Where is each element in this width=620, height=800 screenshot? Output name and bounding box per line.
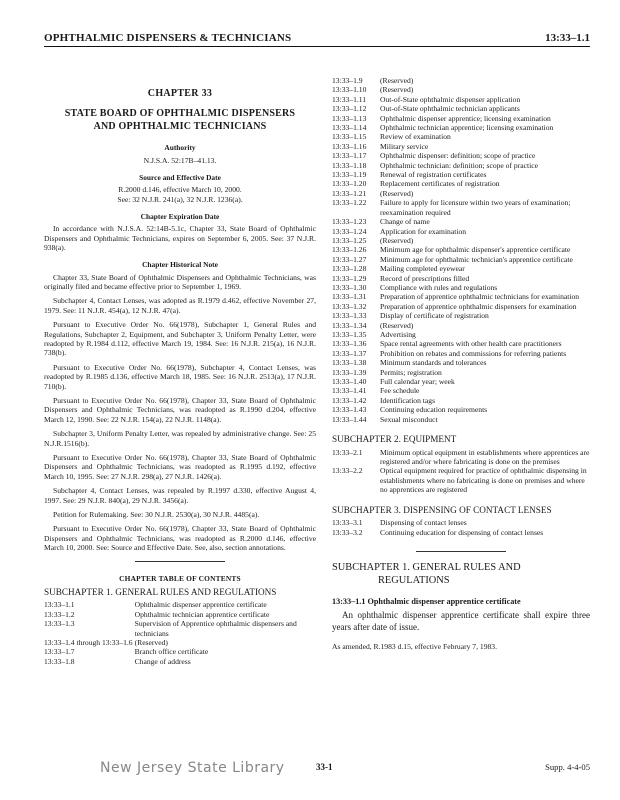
- toc-entry-number: 13:33–1.10: [332, 85, 367, 95]
- page-number: 33-1: [316, 762, 333, 772]
- toc-entry-title: Identification tags: [380, 395, 436, 405]
- toc-entry-title: Permits; registration: [380, 367, 442, 377]
- toc-entry: [44, 638, 316, 647]
- toc-entry-title: Fee schedule: [380, 386, 420, 396]
- toc-entry-title: Military service: [380, 141, 429, 151]
- toc-entry: [332, 386, 590, 395]
- toc-entry-title: Minimum standards and tolerances: [380, 358, 487, 368]
- right-column: [332, 76, 590, 651]
- toc-entry: [332, 405, 590, 414]
- toc-entry-number: 13:33–1.32: [332, 301, 367, 311]
- toc-entry: [332, 114, 590, 123]
- toc-entry: [44, 619, 316, 638]
- chapter-title-line-2: AND OPHTHALMIC TECHNICIANS: [93, 120, 267, 132]
- toc-entry-number: 13:33–1.12: [332, 104, 367, 114]
- toc-entry-title: Compliance with rules and regulations: [380, 282, 498, 292]
- toc-entry: [332, 245, 590, 254]
- authority-text: N.J.S.A. 52:17B–41.13.: [143, 155, 217, 165]
- toc-entry: [332, 104, 590, 113]
- toc-entry: [332, 151, 590, 160]
- toc-entry: [332, 368, 590, 377]
- toc-entry-number: 13:33–1.8: [44, 656, 75, 666]
- toc-entry-title: Prohibition on rebates and commissions for referring patients: [380, 348, 567, 358]
- historical-note-paragraph: Subchapter 4, Contact Lenses, was repealed by R.1997 d.330, effective August 4, 1997. See: 29 N.J.R. 840(a), 29 N.J.R. 3456(a).: [44, 486, 316, 505]
- toc-entry-title: Failure to apply for licensure within two years of examination; reexamination required: [380, 198, 571, 217]
- toc-entry: [332, 76, 590, 85]
- toc-entry-title: Advertising: [380, 329, 416, 339]
- toc-entry-number: 13:33–1.25: [332, 235, 367, 245]
- toc-entry-number: 13:33–1.39: [332, 367, 367, 377]
- toc-entry-number: 13:33–1.40: [332, 377, 367, 386]
- toc-entry-title: Minimum age for ophthalmic technician's apprentice certificate: [380, 254, 573, 264]
- toc-entry: [332, 283, 590, 292]
- toc-entry: [332, 236, 590, 245]
- historical-note-paragraph: Pursuant to Executive Order No. 66(1978), Chapter 33, State Board of Ophthalmic Dispensers and Ophthalmic Technicians, was readopted as R.1995 d.192, effective March 10, 1995. See: 27 N.J.R. 298(a), 27 N.J.R. 1426(a).: [44, 453, 316, 481]
- toc-entry-number: 13:33–3.1: [332, 518, 363, 528]
- toc-entry-number: 13:33–1.44: [332, 414, 367, 424]
- toc-entry-title: Out-of-State ophthalmic dispenser application: [380, 94, 521, 104]
- toc-entry-title: Change of address: [134, 656, 191, 666]
- toc-entry-number: 13:33–1.17: [332, 151, 367, 161]
- historical-note-paragraph: Chapter 33, State Board of Ophthalmic Dispensers and Ophthalmic Technicians, was originally filed and became effective prior to September 1, 1969.: [44, 272, 316, 291]
- toc-entry-title: (Reserved): [380, 76, 414, 85]
- toc-entry: [332, 396, 590, 405]
- left-column: [44, 76, 316, 666]
- toc-entry-number: 13:33–1.42: [332, 395, 367, 405]
- toc-entry: [332, 311, 590, 320]
- toc-title: CHAPTER TABLE OF CONTENTS: [119, 573, 241, 583]
- toc-entry-title: Minimum optical equipment in establishments where apprentices are registered and/or where fabricating is done on the premises: [380, 447, 590, 467]
- toc-entry-title: Preparation of apprentice ophthalmic technicians for examination: [380, 292, 580, 302]
- toc-entry-number: 13:33–1.34: [332, 320, 367, 330]
- toc-entry: [332, 302, 590, 311]
- toc-entry-number: 13:33–1.21: [332, 188, 367, 198]
- historical-note-paragraph: Subchapter 3, Uniform Penalty Letter, was repealed by administrative change. See: 25 N.J.R.1516(b).: [44, 429, 316, 448]
- toc-entry-number: 13:33–1.37: [332, 348, 367, 358]
- toc-entry-number: 13:33–1.43: [332, 405, 367, 415]
- chapter-number: CHAPTER 33: [147, 88, 213, 99]
- toc-entry-title: Continuing education requirements: [380, 405, 488, 415]
- toc-entry: [332, 377, 590, 386]
- historical-note-paragraph: Pursuant to Executive Order No. 66(1978), Subchapter 4, Contact Lenses, was readopted by R.1985 d.136, effective March 18, 1985. See: 16 N.J.R. 2513(a), 17 N.J.R. 710(b).: [44, 362, 316, 391]
- toc-entry: [332, 142, 590, 151]
- toc-entry-number: 13:33–1.28: [332, 264, 367, 274]
- toc-entry-number: 13:33–2.2: [332, 466, 363, 476]
- toc-entry-number: 13:33–1.33: [332, 311, 367, 321]
- page-footer: [44, 758, 590, 778]
- toc-entry-title: Mailing completed eyewear: [380, 264, 465, 274]
- toc-entry: [332, 321, 590, 330]
- toc-entry-title: (Reserved): [380, 188, 414, 198]
- toc-entry-number: 13:33–2.1: [332, 447, 363, 457]
- toc-entry: [332, 132, 590, 141]
- toc-entry-title: Ophthalmic technician: definition; scope of practice: [380, 160, 538, 170]
- subchapter-1-heading: SUBCHAPTER 1. GENERAL RULES AND REGULATIONS: [332, 562, 521, 586]
- toc-list-right: [332, 76, 590, 424]
- toc-entry: [332, 264, 590, 273]
- toc-entry-number: 13:33–1.20: [332, 179, 367, 189]
- toc-subchapter-2-title: SUBCHAPTER 2. EQUIPMENT: [332, 434, 457, 445]
- toc-entry: [332, 339, 590, 348]
- chapter-title: [44, 108, 316, 133]
- toc-entry: [332, 123, 590, 132]
- toc-entry: [332, 358, 590, 367]
- toc-entry-title: Ophthalmic dispenser: definition; scope of practice: [380, 151, 536, 161]
- toc-entry-title: Minimum age for ophthalmic dispenser's apprentice certificate: [380, 245, 571, 255]
- toc-entry: [44, 610, 316, 619]
- toc-entry-number: 13:33–1.15: [332, 132, 367, 142]
- toc-entry-title: Application for examination: [380, 226, 467, 236]
- toc-entry-title: Ophthalmic technician apprentice certificate: [134, 609, 270, 619]
- toc-list-left: [44, 600, 316, 666]
- toc-entry: [332, 170, 590, 179]
- historical-note-paragraph: Petition for Rulemaking. See: 30 N.J.R. 2530(a), 30 N.J.R. 4485(a).: [53, 510, 260, 520]
- toc-entry: [332, 189, 590, 198]
- amendment-note: As amended, R.1983 d.15, effective February 7, 1983.: [332, 641, 497, 651]
- toc-entry-number: 13:33–1.29: [332, 273, 367, 283]
- expiration-text: In accordance with N.J.S.A. 52:14B-5.1c, Chapter 33, State Board of Ophthalmic Dispensers and Ophthalmic Technicians, expires on September 6, 2005. See: 37 N.J.R. 938(a).: [44, 224, 316, 252]
- toc-list-subchapter-2: [332, 448, 590, 495]
- toc-entry-title: Ophthalmic dispenser apprentice; licensing examination: [380, 113, 551, 123]
- toc-entry-number: 13:33–1.36: [332, 339, 367, 349]
- toc-entry-number: 13:33–1.38: [332, 358, 367, 368]
- toc-list-subchapter-3: [332, 518, 590, 537]
- toc-entry: [44, 657, 316, 666]
- toc-entry-number: 13:33–1.7: [44, 647, 75, 657]
- toc-entry: [44, 647, 316, 656]
- toc-entry: [332, 217, 590, 226]
- historical-note-paragraph: Pursuant to Executive Order No. 66(1978), Chapter 33, State Board of Ophthalmic Dispensers and Ophthalmic Technicians, was readopted as R.2000 d.146, effective March 10, 2000. See: Source and Effective Date. See, also, section annotations.: [44, 524, 316, 553]
- toc-entry: [44, 600, 316, 609]
- toc-entry: [332, 349, 590, 358]
- toc-entry-title: Ophthalmic dispenser apprentice certificate: [134, 600, 267, 610]
- toc-entry-number: 13:33–1.31: [332, 292, 367, 302]
- toc-entry: [332, 95, 590, 104]
- toc-entry-number: 13:33–1.9: [332, 76, 363, 85]
- source-line-1: R.2000 d.146, effective March 10, 2000.: [118, 185, 242, 195]
- running-header: [44, 28, 590, 47]
- historical-note-paragraph: Subchapter 4, Contact Lenses, was adopted as R.1979 d.462, effective November 27, 1979. See: 11 N.J.R. 454(a), 12 N.J.R. 47(a).: [44, 296, 316, 315]
- toc-entry-number: 13:33–1.23: [332, 217, 367, 227]
- toc-entry-title: Preparation of apprentice ophthalmic dispensers for examination: [380, 301, 577, 311]
- toc-entry: [332, 292, 590, 301]
- toc-entry-number: 13:33–1.22: [332, 198, 367, 208]
- toc-entry: [332, 518, 590, 527]
- toc-subchapter-3-title: SUBCHAPTER 3. DISPENSING OF CONTACT LENSES: [332, 504, 552, 515]
- toc-entry-number: 13:33–3.2: [332, 527, 363, 537]
- expiration-heading: Chapter Expiration Date: [140, 211, 220, 221]
- toc-entry: [332, 255, 590, 264]
- divider: [135, 561, 225, 562]
- toc-entry: [332, 85, 590, 94]
- toc-entry-title: Optical equipment required for practice of ophthalmic dispensing in establishments where no fabricating is done on premises and where no apprentices are registered: [380, 466, 587, 495]
- toc-entry-title: Space rental agreements with other health care practitioners: [380, 339, 562, 349]
- toc-entry-title: Out-of-State ophthalmic technician applicants: [380, 104, 520, 114]
- toc-entry: [332, 274, 590, 283]
- toc-entry-number: 13:33–1.26: [332, 245, 367, 255]
- toc-entry-number: 13:33–1.41: [332, 386, 367, 396]
- toc-entry-number: 13:33–1.1: [44, 600, 75, 610]
- source-heading: Source and Effective Date: [139, 172, 221, 182]
- toc-entry: [332, 330, 590, 339]
- toc-entry-number: 13:33–1.16: [332, 141, 367, 151]
- authority-heading: Authority: [164, 143, 196, 153]
- toc-subchapter-1-title: SUBCHAPTER 1. GENERAL RULES AND REGULATIONS: [44, 586, 277, 597]
- toc-entry-title: (Reserved): [134, 638, 168, 648]
- toc-entry-number: 13:33–1.35: [332, 329, 367, 339]
- toc-entry: [332, 528, 590, 537]
- toc-entry-number: 13:33–1.30: [332, 282, 367, 292]
- toc-entry-number: 13:33–1.14: [332, 123, 367, 133]
- toc-entry-title: (Reserved): [380, 320, 414, 330]
- toc-entry-title: Continuing education for dispensing of contact lenses: [380, 527, 544, 537]
- historical-note: [44, 273, 316, 553]
- toc-entry-title: (Reserved): [380, 235, 414, 245]
- header-title: OPHTHALMIC DISPENSERS & TECHNICIANS: [44, 32, 292, 44]
- toc-entry-title: Replacement certificates of registration: [380, 179, 500, 189]
- toc-entry: [332, 448, 590, 467]
- historical-note-paragraph: Pursuant to Executive Order No. 66(1978), Chapter 33, State Board of Ophthalmic Dispensers and Ophthalmic Technicians, was readopted as R.1990 d.204, effective March 12, 1990. See: 22 N.J.R. 154(a), 22 N.J.R. 1148(a).: [44, 395, 316, 424]
- toc-entry-number: 13:33–1.18: [332, 160, 367, 170]
- toc-entry-title: Ophthalmic technician apprentice; licensing examination: [380, 123, 554, 133]
- toc-entry-title: Supervision of Apprentice ophthalmic dispensers and technicians: [134, 619, 297, 638]
- divider: [416, 551, 506, 552]
- toc-entry-number: 13:33–1.24: [332, 226, 367, 236]
- toc-entry: [332, 179, 590, 188]
- section-text: An ophthalmic dispenser apprentice certificate shall expire three years after date of issue.: [332, 610, 590, 632]
- toc-entry-number: 13:33–1.3: [44, 619, 75, 629]
- header-section-number: 13:33–1.1: [545, 32, 590, 44]
- toc-entry-title: Full calendar year; week: [380, 377, 455, 386]
- historical-note-heading: Chapter Historical Note: [142, 260, 218, 270]
- toc-entry-number: 13:33–1.11: [332, 94, 367, 104]
- toc-entry: [332, 415, 590, 424]
- toc-entry: [332, 161, 590, 170]
- toc-entry-number: 13:33–1.13: [332, 113, 367, 123]
- toc-entry-title: Review of examination: [380, 132, 451, 142]
- toc-entry-title: Branch office certificate: [134, 647, 209, 657]
- toc-entry-number: 13:33–1.2: [44, 609, 75, 619]
- toc-entry-title: Dispensing of contact lenses: [380, 518, 467, 528]
- toc-entry-title: Change of name: [380, 217, 430, 227]
- supplement-date: Supp. 4-4-05: [545, 762, 590, 772]
- historical-note-paragraph: Pursuant to Executive Order No. 66(1978), Subchapter 1, General Rules and Regulations, Subchapter 2, Equipment, and Subchapter 3, Uniform Penalty Letter, were readopted by R.1984 d.112, effective March 19, 1984. See: 16 N.J.R. 215(a), 16 N.J.R. 738(b).: [44, 320, 316, 358]
- toc-entry-title: Display of certificate of registration: [380, 311, 489, 321]
- chapter-title-line-1: STATE BOARD OF OPHTHALMIC DISPENSERS: [64, 108, 296, 120]
- toc-entry-title: Record of prescriptions filled: [380, 273, 470, 283]
- toc-entry-title: Sexual misconduct: [380, 414, 438, 424]
- section-heading: 13:33–1.1 Ophthalmic dispenser apprentice certificate: [332, 597, 521, 606]
- toc-entry-number: 13:33–1.19: [332, 170, 367, 180]
- toc-entry: [332, 227, 590, 236]
- toc-entry: [332, 466, 590, 494]
- source-line-2: See: 32 N.J.R. 241(a), 32 N.J.R. 1236(a).: [117, 194, 243, 204]
- toc-entry-title: Renewal of registration certificates: [380, 170, 487, 180]
- toc-entry-title: (Reserved): [380, 85, 414, 95]
- toc-entry-number: 13:33–1.27: [332, 254, 367, 264]
- toc-entry: [332, 198, 590, 217]
- toc-entry-number: 13:33–1.4 through 13:33–1.6: [44, 638, 133, 648]
- library-watermark-logo: New Jersey State Library: [100, 760, 285, 776]
